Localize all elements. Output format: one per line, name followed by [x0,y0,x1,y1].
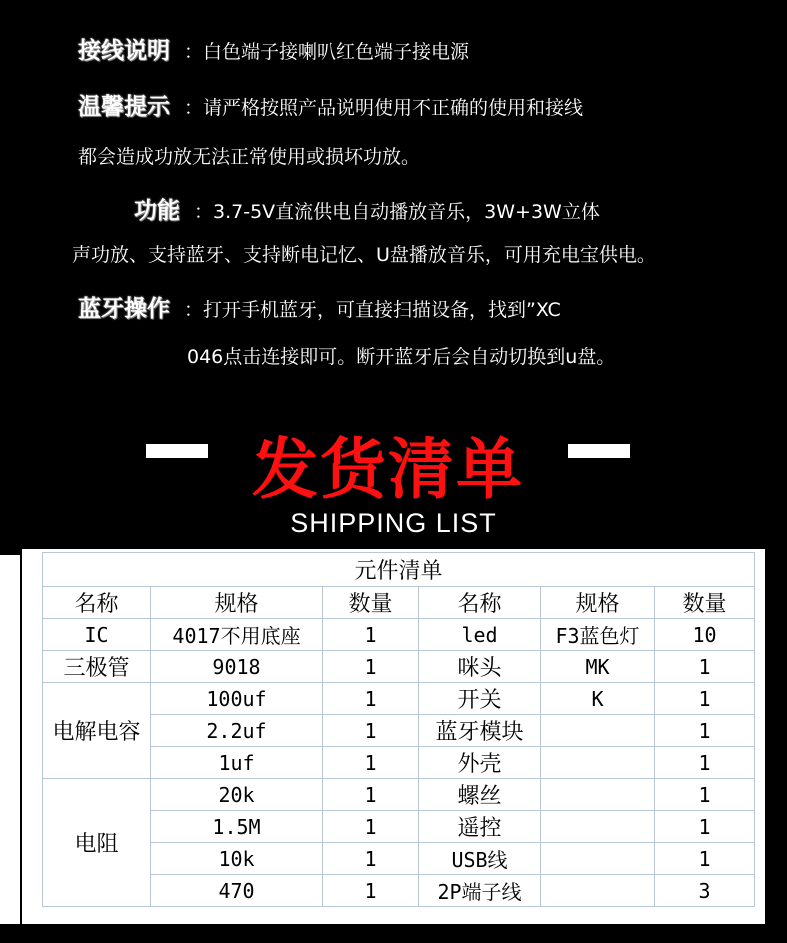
qty-cell: 1 [655,651,755,683]
qty-cell: 1 [655,843,755,875]
function-text-2: 声功放、支持蓝牙、支持断电记忆、U盘播放音乐，可用充电宝供电。 [72,244,656,266]
qty-cell: 1 [655,811,755,843]
qty-cell: 1 [323,811,419,843]
bluetooth-line [78,290,561,323]
qty-cell: 1 [655,747,755,779]
table-caption-row [43,553,755,587]
spec-cell: 2.2uf [151,715,323,747]
name-cell: 2P端子线 [419,875,541,907]
table-caption: 元件清单 [43,553,755,587]
spec-cell [541,843,655,875]
function-text: ：3.7-5V直流供电自动播放音乐，3W+3W立体 [194,201,600,223]
group-name: 电解电容 [43,683,151,779]
qty-cell: 1 [323,683,419,715]
title-dash-right [568,444,630,458]
spec-cell: 1.5M [151,811,323,843]
group-name: 三极管 [43,651,151,683]
name-cell: 开关 [419,683,541,715]
group-name: IC [43,619,151,651]
group-name: 电阻 [43,779,151,907]
name-cell: 蓝牙模块 [419,715,541,747]
tips-text-2: 都会造成功放无法正常使用或损坏功放。 [78,146,421,168]
table-row [43,779,755,811]
tips-text: ：请严格按照产品说明使用不正确的使用和接线 [184,97,584,119]
spec-cell: 4017不用底座 [151,619,323,651]
qty-cell: 1 [323,651,419,683]
wiring-text: ：白色端子接喇叭红色端子接电源 [184,41,470,63]
spec-cell: MK [541,651,655,683]
spec-cell: 470 [151,875,323,907]
title-dash-left [146,444,208,458]
header-name-1: 名称 [43,587,151,619]
wiring-label: 接线说明 [78,38,170,64]
name-cell: 遥控 [419,811,541,843]
bluetooth-text: ：打开手机蓝牙，可直接扫描设备，找到”XC [184,299,561,321]
header-spec-1: 规格 [151,587,323,619]
spec-cell [541,875,655,907]
wiring-line [78,32,469,65]
table-row [43,651,755,683]
table-header-row [43,587,755,619]
bluetooth-label: 蓝牙操作 [78,296,170,322]
spec-cell: 1uf [151,747,323,779]
function-label: 功能 [134,198,180,224]
spec-cell [541,715,655,747]
name-cell: 外壳 [419,747,541,779]
qty-cell: 10 [655,619,755,651]
bluetooth-text-2: 046点击连接即可。断开蓝牙后会自动切换到u盘。 [187,346,616,368]
spec-cell: 20k [151,779,323,811]
bottom-bar [0,924,787,943]
spec-cell [541,779,655,811]
panel-left-strip [0,555,20,925]
qty-cell: 1 [655,715,755,747]
header-qty-2: 数量 [655,587,755,619]
qty-cell: 1 [655,779,755,811]
spec-cell [541,811,655,843]
shipping-subtitle: SHIPPING LIST [290,508,497,538]
tips-line [78,88,583,121]
spec-cell: 10k [151,843,323,875]
function-line [134,192,600,225]
name-cell: USB线 [419,843,541,875]
header-qty-1: 数量 [323,587,419,619]
qty-cell: 1 [323,779,419,811]
header-name-2: 名称 [419,587,541,619]
table-row [43,683,755,715]
qty-cell: 1 [323,875,419,907]
spec-cell: 9018 [151,651,323,683]
name-cell: 螺丝 [419,779,541,811]
qty-cell: 1 [655,683,755,715]
shipping-title: 发货清单 [252,431,524,508]
spec-cell: 100uf [151,683,323,715]
table-row [43,619,755,651]
qty-cell: 1 [323,843,419,875]
qty-cell: 1 [323,619,419,651]
qty-cell: 1 [323,747,419,779]
tips-label: 温馨提示 [78,94,170,120]
spec-cell [541,747,655,779]
qty-cell: 1 [323,715,419,747]
name-cell: led [419,619,541,651]
spec-cell: K [541,683,655,715]
spec-cell: F3蓝色灯 [541,619,655,651]
component-table [42,552,755,907]
qty-cell: 3 [655,875,755,907]
header-spec-2: 规格 [541,587,655,619]
name-cell: 咪头 [419,651,541,683]
